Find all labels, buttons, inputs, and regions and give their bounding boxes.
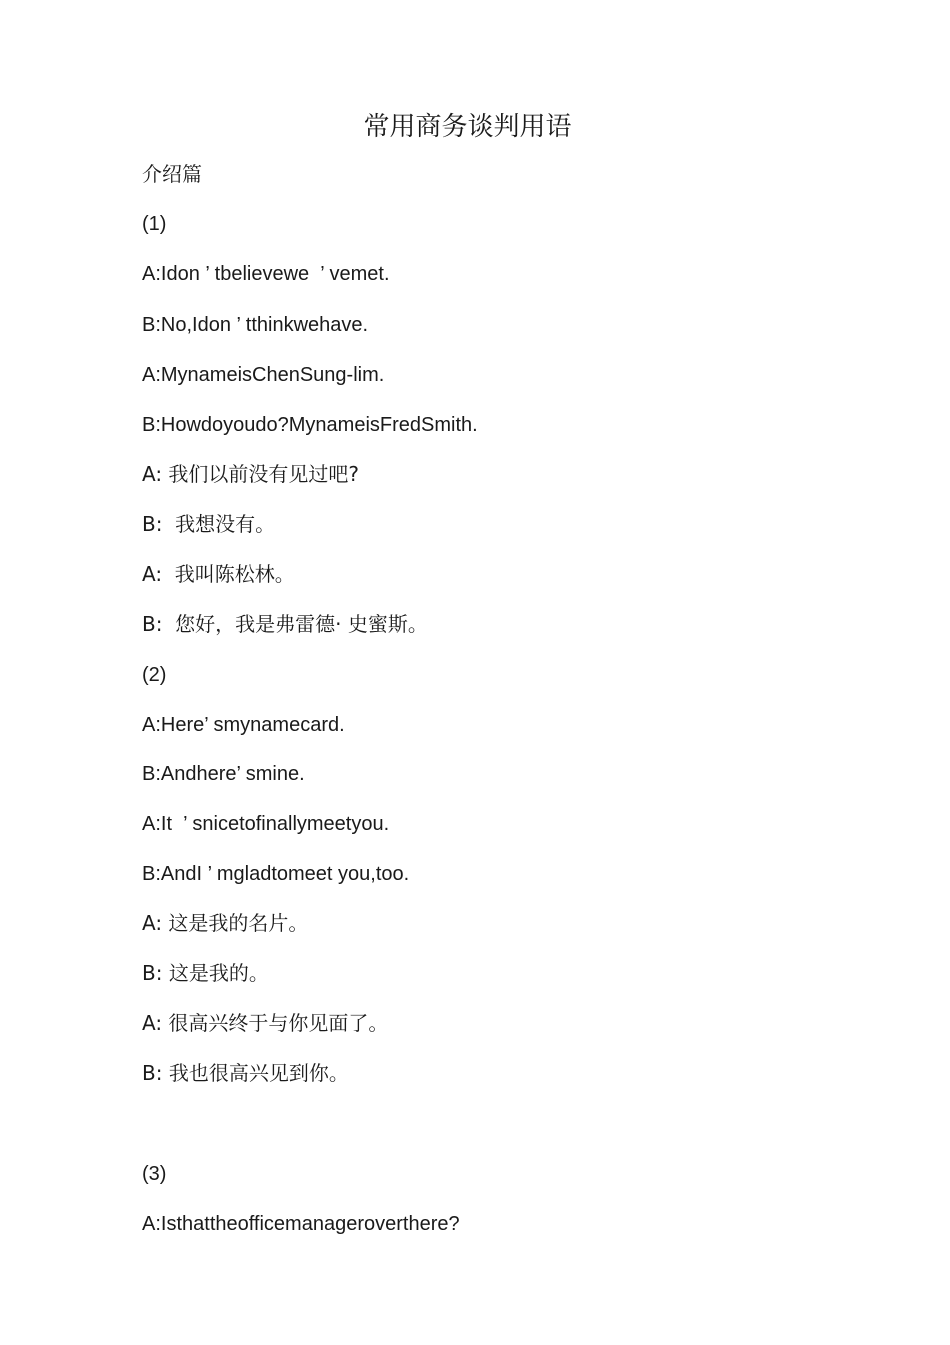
dialogue-line: A: 我们以前没有见过吧? (142, 462, 360, 486)
dialogue-label-3: (3) (142, 1163, 167, 1185)
dialogue-line: B: 这是我的。 (142, 961, 269, 985)
dialogue-label-2: (2) (142, 664, 167, 686)
dialogue-line: A:MynameisChenSung-lim. (142, 364, 385, 386)
document-title: 常用商务谈判用语 (363, 112, 572, 142)
dialogue-line: B:Howdoyoudo?MynameisFredSmith. (142, 414, 478, 436)
dialogue-line: B:No,Idon ’ tthinkwehave. (142, 314, 369, 336)
dialogue-line: B: 我想没有。 (142, 512, 276, 536)
dialogue-line: A: 很高兴终于与你见面了。 (142, 1011, 389, 1035)
dialogue-line: A: 这是我的名片。 (142, 911, 309, 935)
dialogue-line: A:Idon ’ tbelievewe ’ vemet. (142, 263, 390, 285)
section-heading: 介绍篇 (142, 162, 202, 186)
dialogue-line: A:Here’ smynamecard. (142, 714, 345, 736)
dialogue-line: A: 我叫陈松林。 (142, 562, 295, 586)
dialogue-line: A:It ’ snicetofinallymeetyou. (142, 813, 390, 835)
dialogue-line: A:Isthattheofficemanageroverthere? (142, 1213, 460, 1235)
dialogue-line: B:Andhere’ smine. (142, 763, 305, 785)
dialogue-line: B: 我也很高兴见到你。 (142, 1061, 349, 1085)
dialogue-line: B:AndI ’ mgladtomeet you,too. (142, 863, 410, 885)
dialogue-line: B: 您好，我是弗雷德· 史蜜斯。 (142, 612, 428, 636)
dialogue-label-1: (1) (142, 213, 167, 235)
